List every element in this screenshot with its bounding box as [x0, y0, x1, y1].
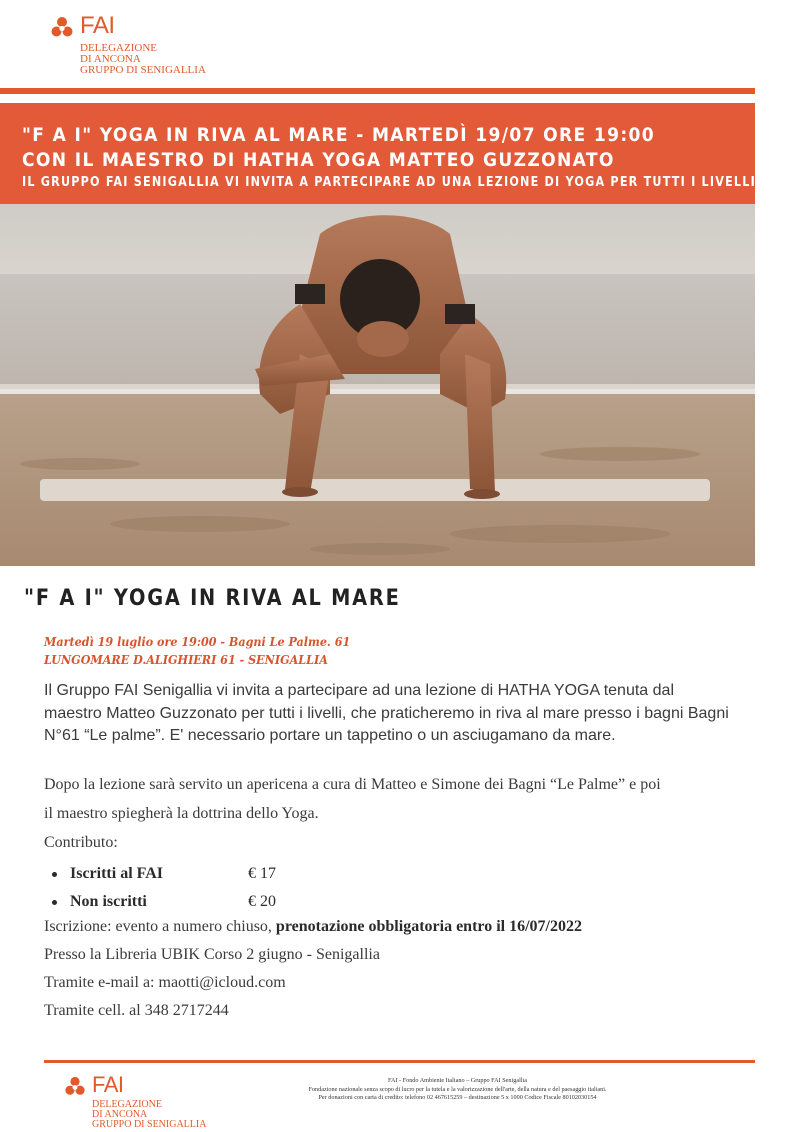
fee-item-members [52, 860, 276, 888]
signup-line [44, 918, 582, 936]
logo-line-3: GRUPPO DI SENIGALLIA [92, 1119, 207, 1130]
fee-price: € 17 [248, 865, 276, 882]
fai-logo-header [50, 14, 206, 76]
fai-emblem-icon [50, 16, 74, 40]
bullet-icon [52, 872, 57, 877]
footer-line-3: Per donazioni con carta di credito: telefono 02 467615259 – destinazione 5 x 1000 Codice Fiscale 80102030154 [318, 1094, 597, 1101]
footer-info [275, 1077, 640, 1103]
banner-line-2: CON IL MAESTRO DI HATHA YOGA MATTEO GUZZONATO [22, 149, 615, 171]
fai-logo-footer [64, 1074, 206, 1130]
signup-location: Presso la Libreria UBIK Corso 2 giugno - Senigallia [44, 946, 380, 963]
logo-line-2: DI ANCONA [92, 1109, 148, 1120]
after-lesson-line-1: Dopo la lezione sarà servito un apericena a cura di Matteo e Simone dei Bagni “Le Palme” e poi [44, 776, 661, 793]
logo-line-1: DELEGAZIONE [92, 1099, 162, 1110]
event-date-place: Martedì 19 luglio ore 19:00 - Bagni Le Palme. 61 [44, 635, 351, 649]
event-banner [0, 103, 755, 204]
banner-line-1: "F A I" YOGA IN RIVA AL MARE - MARTEDÌ 19/07 ORE 19:00 [22, 124, 656, 146]
event-address: LUNGOMARE D.ALIGHIERI 61 - SENIGALLIA [44, 653, 328, 667]
banner-line-3: IL GRUPPO FAI SENIGALLIA VI INVITA A PARTECIPARE AD UNA LEZIONE DI YOGA PER TUTTI I LIVELLI [22, 175, 756, 190]
logo-brand: FAI [92, 1072, 124, 1097]
logo-brand: FAI [80, 12, 115, 39]
fai-emblem-icon [64, 1076, 86, 1098]
logo-line-1: DELEGAZIONE [80, 42, 157, 54]
bullet-icon [52, 900, 57, 905]
intro-paragraph: Il Gruppo FAI Senigallia vi invita a partecipare ad una lezione di HATHA YOGA tenuta dal maestro Matteo Guzzonato per tutti i livelli, che praticheremo in riva al mare presso i bagni Bagni N°61 “Le palme”. E' necessario portare un tappetino o un asciugamano da mare. [44, 682, 729, 744]
signup-deadline: prenotazione obbligatoria entro il 16/07/2022 [275, 918, 582, 935]
fee-item-non-members [52, 888, 276, 916]
fee-list [52, 860, 276, 916]
signup-email: Tramite e-mail a: maotti@icloud.com [44, 974, 286, 991]
event-headline: "F A I" YOGA IN RIVA AL MARE [24, 586, 401, 611]
yoga-crow-pose-beach-photo-icon [0, 204, 755, 566]
logo-line-2: DI ANCONA [80, 53, 141, 65]
after-lesson-line-2: il maestro spiegherà la dottrina dello Yoga. [44, 805, 319, 822]
logo-line-3: GRUPPO DI SENIGALLIA [80, 64, 206, 76]
bottom-divider [44, 1060, 755, 1063]
yoga-photo [0, 204, 755, 566]
signup-prefix: Iscrizione: evento a numero chiuso, [44, 918, 276, 935]
contribution-label: Contributo: [44, 834, 118, 851]
fee-price: € 20 [248, 893, 276, 910]
signup-phone: Tramite cell. al 348 2717244 [44, 1002, 229, 1019]
top-divider [0, 88, 755, 94]
fee-name: Non iscritti [70, 893, 147, 910]
footer-line-2: Fondazione nazionale senza scopo di lucro per la tutela e la valorizzazione dell'arte, della natura e del paesaggio italiani. [308, 1085, 607, 1093]
event-details [44, 633, 350, 669]
fee-name: Iscritti al FAI [70, 865, 164, 882]
footer-line-1: FAI - Fondo Ambiente Italiano – Gruppo FAI Senigallia [388, 1077, 527, 1084]
